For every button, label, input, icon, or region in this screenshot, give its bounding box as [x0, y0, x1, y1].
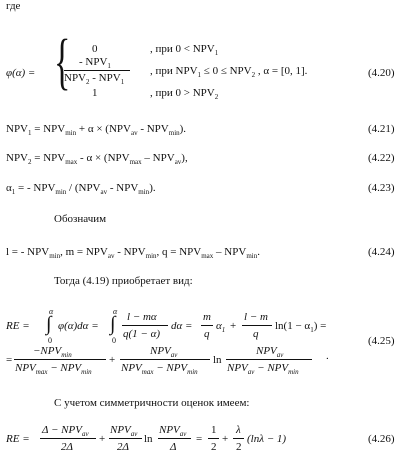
integral-sign: ∫	[46, 313, 52, 335]
equation-4-22: $NPV_2 = NPV_{max} - \alpha \times (NPV_{max} - NPV_{av})$,	[6, 152, 188, 166]
frac3-bar	[242, 325, 272, 326]
line2-equals: =	[6, 354, 13, 366]
ln-label: ln	[213, 354, 222, 366]
f1-den: 2Δ	[61, 441, 73, 453]
frac1-den: q(1 − α)	[123, 328, 161, 340]
phi-lhs: φ(α) =	[6, 67, 36, 79]
left-brace: {	[54, 28, 71, 96]
d-alpha: dα =	[171, 320, 193, 332]
case2-numerator: - $NPV_1$	[79, 56, 111, 70]
integral-body: φ(α)dα =	[58, 320, 99, 332]
re-lhs: RE =	[6, 320, 30, 332]
re-lhs-2: RE =	[6, 433, 30, 445]
fa-bar	[14, 359, 106, 360]
then-text: Тогда (4.19) приобретает вид:	[54, 275, 193, 287]
case2-denominator: $NPV_2 - NPV_1$	[64, 72, 125, 86]
fb-num: $NPV_{av}$	[150, 345, 178, 359]
integral2-upper: α	[113, 307, 118, 316]
case3-condition: , при $0 > NPV_2$	[150, 87, 219, 101]
equation-number: (4.25)	[368, 335, 395, 347]
equation-4-24: l = - $NPV_{min}$, $m = NPV_{av} - NPV_{min}$, $q = NPV_{max} - NPV_{min}$.	[6, 246, 260, 260]
integral-lower: 0	[48, 336, 52, 345]
case1-condition: , при $0 < NPV_1$	[150, 43, 219, 57]
fc-num: $NPV_{av}$	[256, 345, 284, 359]
equation-number: (4.23)	[368, 182, 395, 194]
plus-b: +	[222, 433, 229, 445]
f4-num: 1	[211, 424, 217, 436]
integral2-sign: ∫	[110, 313, 116, 335]
fb-bar	[120, 359, 210, 360]
case2-condition: , при $NPV_1 \le 0 \le NPV_2$ , α = [0, 1].	[150, 65, 308, 79]
f3-num: $NPV_{av}$	[159, 424, 187, 438]
f4-den: 2	[211, 441, 217, 453]
frac3-num: l − m	[244, 311, 268, 323]
fa-den: $NPV_{max} - NPV_{min}$	[15, 362, 92, 376]
f3-den: Δ	[170, 441, 177, 453]
fb-den: $NPV_{max} - NPV_{min}$	[121, 362, 198, 376]
ln-term: $\ln(1 - \alpha_1)$ =	[275, 320, 327, 334]
f1-num: $\Delta - NPV_{av}$	[42, 424, 89, 438]
equation-number: (4.21)	[368, 123, 395, 135]
fc-den: $NPV_{av} - NPV_{min}$	[227, 362, 299, 376]
case1-value: 0	[92, 43, 98, 55]
intro-word: где	[6, 0, 21, 12]
f5-num: λ	[236, 424, 241, 436]
f2-bar	[109, 438, 142, 439]
f4-bar	[208, 438, 219, 439]
symmetry-text: С учетом симметричности оценок имеем:	[54, 397, 250, 409]
f1-bar	[40, 438, 96, 439]
integral2-lower: 0	[112, 336, 116, 345]
plus-2: +	[109, 354, 116, 366]
f5-bar	[233, 438, 244, 439]
f2-num: $NPV_{av}$	[110, 424, 138, 438]
equation-number: (4.26)	[368, 433, 395, 445]
f5-den: 2	[236, 441, 242, 453]
alpha1: $\alpha_1$	[216, 320, 226, 334]
tail-term: (lnλ − 1)	[247, 433, 287, 445]
case2-fraction-bar	[64, 70, 130, 71]
equation-4-21: $NPV_1 = NPV_{min} + \alpha \times (NPV_{av} - NPV_{min})$.	[6, 123, 187, 137]
equation-number: (4.24)	[368, 246, 395, 258]
frac2-bar	[201, 325, 213, 326]
trailing-dot: .	[326, 350, 329, 362]
ln-label-2: ln	[144, 433, 153, 445]
f2-den: 2Δ	[117, 441, 129, 453]
equation-number: (4.20)	[368, 67, 395, 79]
plus-a: +	[99, 433, 106, 445]
equation-number: (4.22)	[368, 152, 395, 164]
frac2-num: m	[203, 311, 211, 323]
frac3-den: q	[253, 328, 259, 340]
f3-bar	[158, 438, 191, 439]
fc-bar	[226, 359, 312, 360]
frac1-bar	[122, 325, 168, 326]
plus: +	[230, 320, 237, 332]
frac2-den: q	[204, 328, 210, 340]
equation-4-23: $\alpha_1$ = - $NPV_{min} / (NPV_{av} - NPV_{min})$.	[6, 182, 156, 196]
denote-label: Обозначим	[54, 213, 107, 225]
equals-2: =	[196, 433, 203, 445]
frac1-num: l − mα	[127, 311, 157, 323]
fa-num: $-NPV_{min}$	[33, 345, 72, 359]
integral-upper: α	[49, 307, 54, 316]
case3-value: 1	[92, 87, 98, 99]
